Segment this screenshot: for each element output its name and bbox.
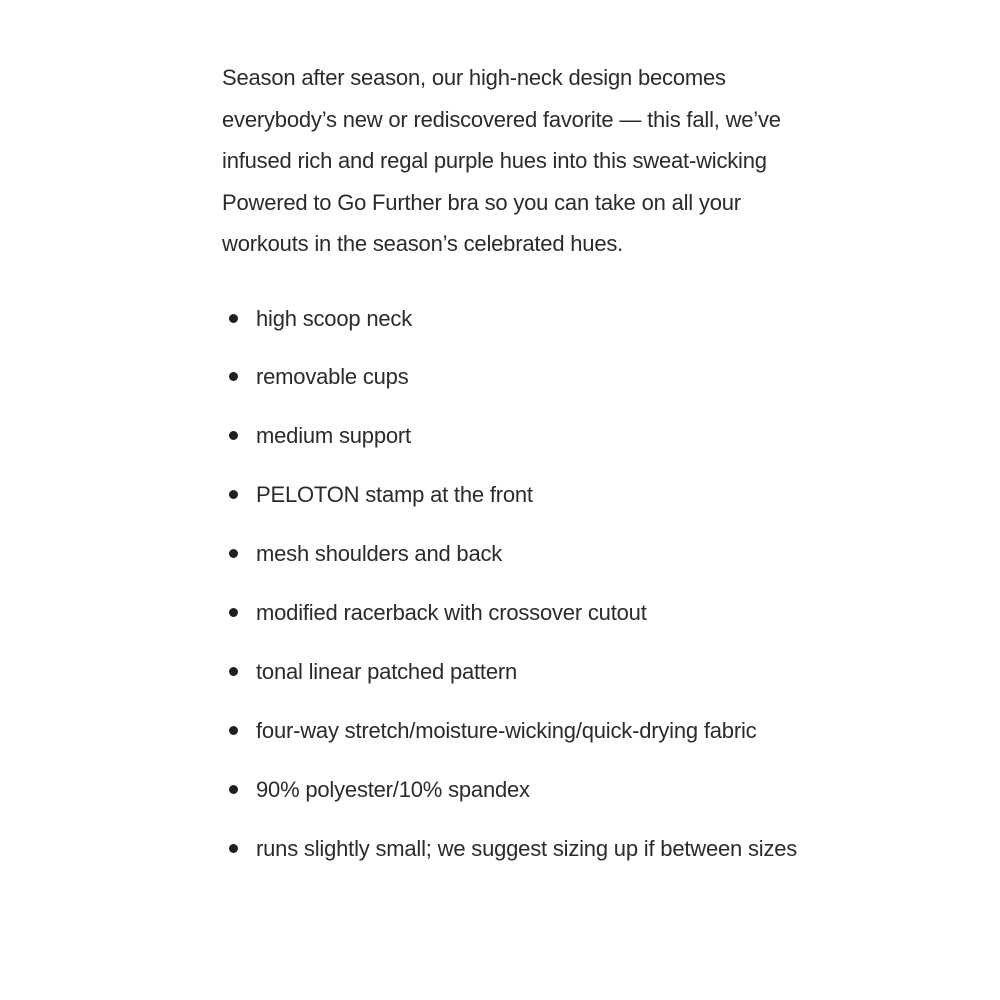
bullet-icon (229, 608, 238, 617)
feature-item (222, 828, 862, 869)
feature-item (222, 769, 862, 810)
feature-text: medium support (256, 423, 411, 449)
bullet-icon (229, 549, 238, 558)
bullet-icon (229, 667, 238, 676)
feature-text: PELOTON stamp at the front (256, 482, 533, 508)
bullet-icon (229, 372, 238, 381)
intro-paragraph: Season after season, our high-neck design becomes everybody’s new or rediscovered favorite — this fall, we’ve infused rich and regal purple hues into this sweat-wicking Powered to Go Further bra so you can take on all your workouts in the season’s celebrated hues. (222, 65, 781, 256)
feature-item (222, 592, 862, 633)
feature-item (222, 474, 862, 515)
bullet-icon (229, 490, 238, 499)
feature-item (222, 710, 862, 751)
feature-text: runs slightly small; we suggest sizing up if between sizes (256, 835, 798, 861)
feature-item (222, 415, 862, 456)
feature-text: modified racerback with crossover cutout (256, 599, 647, 625)
feature-text: tonal linear patched pattern (256, 658, 518, 684)
feature-text: mesh shoulders and back (256, 541, 503, 567)
feature-item (222, 298, 862, 339)
feature-list (222, 298, 862, 869)
feature-text: high scoop neck (256, 305, 412, 331)
feature-text: removable cups (256, 364, 409, 390)
bullet-icon (229, 844, 238, 853)
bullet-icon (229, 726, 238, 735)
feature-text: four-way stretch/moisture-wicking/quick-drying fabric (256, 717, 757, 743)
product-description (222, 57, 862, 886)
feature-item (222, 356, 862, 397)
bullet-icon (229, 314, 238, 323)
bullet-icon (229, 431, 238, 440)
feature-item (222, 651, 862, 692)
feature-text: 90% polyester/10% spandex (256, 776, 530, 802)
bullet-icon (229, 785, 238, 794)
feature-item (222, 533, 862, 574)
